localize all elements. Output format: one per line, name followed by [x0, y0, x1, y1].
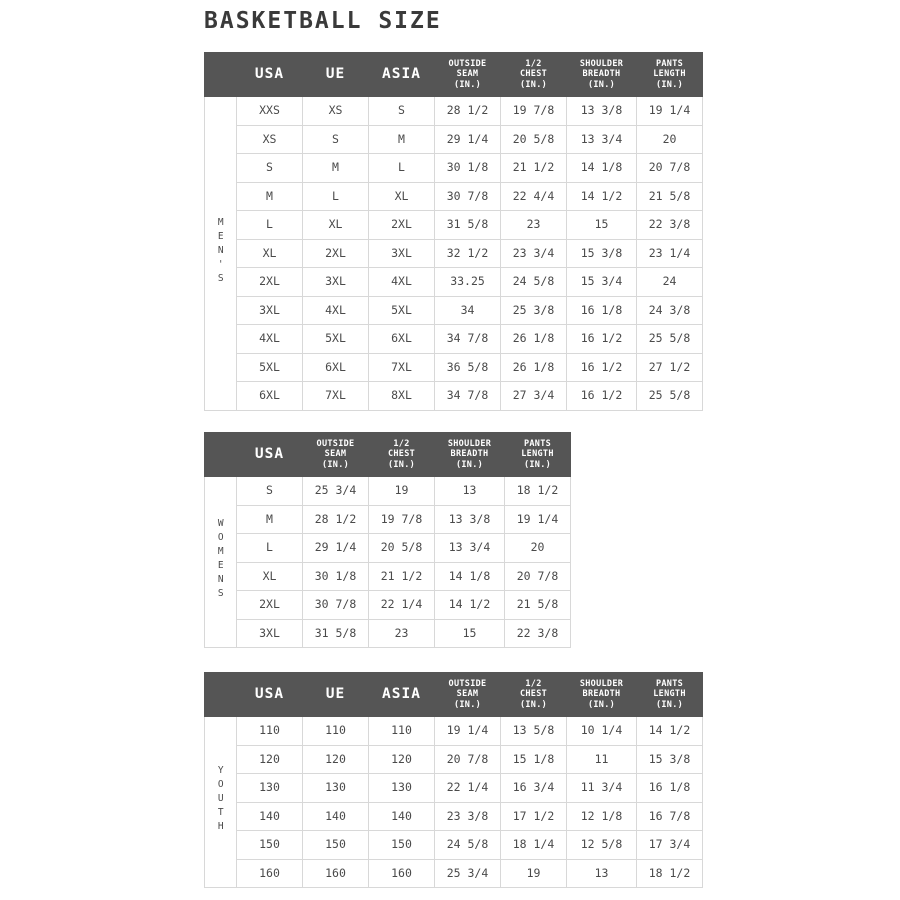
cell-ue: S: [303, 125, 369, 154]
cell-pants-length: 20: [505, 534, 571, 563]
cell-ue: 140: [303, 802, 369, 831]
table-row: [205, 745, 703, 774]
cell-outside-seam: 29 1/4: [303, 534, 369, 563]
cell-ue: XS: [303, 97, 369, 126]
cell-pants-length: 20: [637, 125, 703, 154]
cell-shoulder-breadth: 15 3/4: [567, 268, 637, 297]
cell-usa: S: [237, 477, 303, 506]
cell-half-chest: 13 5/8: [501, 717, 567, 746]
row-label-womens-text: WOMENS: [215, 518, 227, 603]
header-corner: [205, 53, 237, 97]
cell-half-chest: 23: [369, 619, 435, 648]
cell-pants-length: 17 3/4: [637, 831, 703, 860]
cell-shoulder-breadth: 13: [567, 859, 637, 888]
table-row: [205, 97, 703, 126]
cell-half-chest: 20 5/8: [501, 125, 567, 154]
table-row: [205, 477, 571, 506]
cell-outside-seam: 22 1/4: [435, 774, 501, 803]
cell-pants-length: 18 1/2: [637, 859, 703, 888]
cell-shoulder-breadth: 13 3/8: [435, 505, 505, 534]
cell-pants-length: 22 3/8: [637, 211, 703, 240]
cell-usa: 2XL: [237, 591, 303, 620]
header-outside-seam: OUTSIDE SEAM (IN.): [435, 53, 501, 97]
youth-size-table-wrapper: [204, 672, 703, 888]
table-row: [205, 154, 703, 183]
cell-usa: 120: [237, 745, 303, 774]
cell-half-chest: 19: [501, 859, 567, 888]
cell-shoulder-breadth: 13 3/8: [567, 97, 637, 126]
cell-outside-seam: 25 3/4: [435, 859, 501, 888]
cell-pants-length: 15 3/8: [637, 745, 703, 774]
header-usa-label: USA: [254, 446, 285, 463]
cell-asia: 150: [369, 831, 435, 860]
cell-pants-length: 23 1/4: [637, 239, 703, 268]
cell-outside-seam: 30 1/8: [435, 154, 501, 183]
cell-pants-length: 22 3/8: [505, 619, 571, 648]
cell-usa: 140: [237, 802, 303, 831]
cell-half-chest: 27 3/4: [501, 382, 567, 411]
cell-usa: M: [237, 182, 303, 211]
cell-half-chest: 21 1/2: [501, 154, 567, 183]
header-pants-length: PANTS LENGTH (IN.): [505, 433, 571, 477]
header-usa-label: USA: [254, 686, 285, 703]
cell-shoulder-breadth: 11 3/4: [567, 774, 637, 803]
cell-outside-seam: 20 7/8: [435, 745, 501, 774]
cell-half-chest: 21 1/2: [369, 562, 435, 591]
cell-asia: 120: [369, 745, 435, 774]
cell-outside-seam: 28 1/2: [435, 97, 501, 126]
table-row: [205, 619, 571, 648]
cell-usa: L: [237, 211, 303, 240]
cell-ue: 150: [303, 831, 369, 860]
header-shoulder-breadth: SHOULDER BREADTH (IN.): [567, 53, 637, 97]
cell-outside-seam: 34: [435, 296, 501, 325]
cell-shoulder-breadth: 13: [435, 477, 505, 506]
cell-shoulder-breadth: 12 5/8: [567, 831, 637, 860]
cell-shoulder-breadth: 15: [435, 619, 505, 648]
cell-half-chest: 16 3/4: [501, 774, 567, 803]
cell-asia: 130: [369, 774, 435, 803]
header-asia: [369, 53, 435, 97]
table-header-row: [205, 433, 571, 477]
cell-half-chest: 19 7/8: [369, 505, 435, 534]
table-header-row: [205, 53, 703, 97]
header-asia: [369, 673, 435, 717]
header-ue-label: UE: [325, 686, 346, 703]
cell-shoulder-breadth: 16 1/2: [567, 382, 637, 411]
cell-usa: S: [237, 154, 303, 183]
cell-half-chest: 17 1/2: [501, 802, 567, 831]
cell-ue: 7XL: [303, 382, 369, 411]
cell-pants-length: 20 7/8: [505, 562, 571, 591]
header-outside-seam: OUTSIDE SEAM (IN.): [303, 433, 369, 477]
cell-ue: 120: [303, 745, 369, 774]
cell-ue: XL: [303, 211, 369, 240]
mens-size-table: [204, 52, 703, 411]
cell-pants-length: 25 5/8: [637, 325, 703, 354]
cell-asia: 6XL: [369, 325, 435, 354]
cell-usa: 3XL: [237, 296, 303, 325]
cell-asia: 140: [369, 802, 435, 831]
cell-ue: M: [303, 154, 369, 183]
cell-outside-seam: 24 5/8: [435, 831, 501, 860]
cell-shoulder-breadth: 14 1/2: [435, 591, 505, 620]
table-row: [205, 211, 703, 240]
cell-half-chest: 15 1/8: [501, 745, 567, 774]
header-ue: [303, 53, 369, 97]
cell-half-chest: 23 3/4: [501, 239, 567, 268]
row-label-youth: [205, 717, 237, 888]
table-row: [205, 774, 703, 803]
row-label-youth-text: YOUTH: [215, 765, 227, 836]
cell-outside-seam: 19 1/4: [435, 717, 501, 746]
cell-ue: 3XL: [303, 268, 369, 297]
cell-usa: L: [237, 534, 303, 563]
cell-asia: 160: [369, 859, 435, 888]
header-usa: [237, 53, 303, 97]
cell-asia: 4XL: [369, 268, 435, 297]
cell-ue: L: [303, 182, 369, 211]
cell-usa: M: [237, 505, 303, 534]
cell-pants-length: 14 1/2: [637, 717, 703, 746]
cell-pants-length: 16 7/8: [637, 802, 703, 831]
cell-pants-length: 24 3/8: [637, 296, 703, 325]
header-usa-label: USA: [254, 66, 285, 83]
cell-asia: 110: [369, 717, 435, 746]
mens-size-table-wrapper: [204, 52, 703, 411]
header-asia-label: ASIA: [382, 686, 421, 703]
cell-outside-seam: 33.25: [435, 268, 501, 297]
cell-usa: XS: [237, 125, 303, 154]
cell-half-chest: 22 1/4: [369, 591, 435, 620]
cell-usa: 110: [237, 717, 303, 746]
cell-pants-length: 19 1/4: [505, 505, 571, 534]
youth-size-table: [204, 672, 703, 888]
table-row: [205, 182, 703, 211]
cell-shoulder-breadth: 14 1/2: [567, 182, 637, 211]
cell-ue: 110: [303, 717, 369, 746]
cell-ue: 2XL: [303, 239, 369, 268]
cell-shoulder-breadth: 14 1/8: [567, 154, 637, 183]
table-row: [205, 802, 703, 831]
cell-half-chest: 22 4/4: [501, 182, 567, 211]
cell-asia: 2XL: [369, 211, 435, 240]
cell-asia: XL: [369, 182, 435, 211]
cell-half-chest: 26 1/8: [501, 353, 567, 382]
table-row: [205, 534, 571, 563]
cell-half-chest: 25 3/8: [501, 296, 567, 325]
cell-pants-length: 27 1/2: [637, 353, 703, 382]
cell-half-chest: 19: [369, 477, 435, 506]
table-row: [205, 831, 703, 860]
cell-usa: 160: [237, 859, 303, 888]
cell-outside-seam: 30 7/8: [435, 182, 501, 211]
row-label-mens-text: MEN'S: [215, 216, 227, 287]
cell-ue: 160: [303, 859, 369, 888]
table-row: [205, 382, 703, 411]
cell-asia: M: [369, 125, 435, 154]
header-ue-label: UE: [325, 66, 346, 83]
table-row: [205, 717, 703, 746]
cell-outside-seam: 31 5/8: [435, 211, 501, 240]
table-row: [205, 125, 703, 154]
cell-outside-seam: 25 3/4: [303, 477, 369, 506]
header-usa: [237, 673, 303, 717]
womens-size-table-wrapper: [204, 432, 571, 648]
table-row: [205, 353, 703, 382]
cell-usa: XL: [237, 562, 303, 591]
womens-size-table: [204, 432, 571, 648]
header-usa: [237, 433, 303, 477]
cell-asia: S: [369, 97, 435, 126]
header-pants-length: PANTS LENGTH (IN.): [637, 673, 703, 717]
cell-ue: 4XL: [303, 296, 369, 325]
cell-asia: 8XL: [369, 382, 435, 411]
page-title: BASKETBALL SIZE: [204, 8, 442, 34]
cell-half-chest: 18 1/4: [501, 831, 567, 860]
header-pants-length: PANTS LENGTH (IN.): [637, 53, 703, 97]
cell-pants-length: 20 7/8: [637, 154, 703, 183]
table-row: [205, 591, 571, 620]
cell-usa: 2XL: [237, 268, 303, 297]
cell-shoulder-breadth: 13 3/4: [435, 534, 505, 563]
cell-usa: 3XL: [237, 619, 303, 648]
cell-ue: 5XL: [303, 325, 369, 354]
cell-shoulder-breadth: 13 3/4: [567, 125, 637, 154]
cell-pants-length: 25 5/8: [637, 382, 703, 411]
cell-ue: 6XL: [303, 353, 369, 382]
cell-asia: 7XL: [369, 353, 435, 382]
cell-pants-length: 24: [637, 268, 703, 297]
header-shoulder-breadth: SHOULDER BREADTH (IN.): [567, 673, 637, 717]
cell-outside-seam: 28 1/2: [303, 505, 369, 534]
cell-outside-seam: 34 7/8: [435, 382, 501, 411]
cell-usa: 130: [237, 774, 303, 803]
cell-usa: 150: [237, 831, 303, 860]
cell-pants-length: 21 5/8: [505, 591, 571, 620]
table-row: [205, 325, 703, 354]
header-shoulder-breadth: SHOULDER BREADTH (IN.): [435, 433, 505, 477]
header-corner: [205, 673, 237, 717]
cell-outside-seam: 29 1/4: [435, 125, 501, 154]
cell-usa: XXS: [237, 97, 303, 126]
cell-pants-length: 21 5/8: [637, 182, 703, 211]
cell-usa: 4XL: [237, 325, 303, 354]
row-label-womens: [205, 477, 237, 648]
table-row: [205, 268, 703, 297]
cell-half-chest: 26 1/8: [501, 325, 567, 354]
header-asia-label: ASIA: [382, 66, 421, 83]
cell-outside-seam: 32 1/2: [435, 239, 501, 268]
cell-shoulder-breadth: 10 1/4: [567, 717, 637, 746]
cell-shoulder-breadth: 15: [567, 211, 637, 240]
cell-outside-seam: 36 5/8: [435, 353, 501, 382]
cell-outside-seam: 34 7/8: [435, 325, 501, 354]
cell-asia: 3XL: [369, 239, 435, 268]
cell-ue: 130: [303, 774, 369, 803]
table-header-row: [205, 673, 703, 717]
header-half-chest: 1/2 CHEST (IN.): [369, 433, 435, 477]
cell-outside-seam: 23 3/8: [435, 802, 501, 831]
table-row: [205, 562, 571, 591]
table-row: [205, 239, 703, 268]
cell-pants-length: 19 1/4: [637, 97, 703, 126]
cell-outside-seam: 31 5/8: [303, 619, 369, 648]
cell-pants-length: 16 1/8: [637, 774, 703, 803]
cell-shoulder-breadth: 16 1/8: [567, 296, 637, 325]
row-label-mens: [205, 97, 237, 411]
cell-half-chest: 20 5/8: [369, 534, 435, 563]
cell-usa: 6XL: [237, 382, 303, 411]
header-half-chest: 1/2 CHEST (IN.): [501, 673, 567, 717]
cell-pants-length: 18 1/2: [505, 477, 571, 506]
table-row: [205, 859, 703, 888]
table-row: [205, 505, 571, 534]
cell-outside-seam: 30 7/8: [303, 591, 369, 620]
cell-shoulder-breadth: 11: [567, 745, 637, 774]
cell-usa: XL: [237, 239, 303, 268]
cell-asia: 5XL: [369, 296, 435, 325]
cell-half-chest: 24 5/8: [501, 268, 567, 297]
header-outside-seam: OUTSIDE SEAM (IN.): [435, 673, 501, 717]
cell-shoulder-breadth: 14 1/8: [435, 562, 505, 591]
cell-outside-seam: 30 1/8: [303, 562, 369, 591]
cell-half-chest: 23: [501, 211, 567, 240]
cell-shoulder-breadth: 16 1/2: [567, 353, 637, 382]
cell-asia: L: [369, 154, 435, 183]
header-corner: [205, 433, 237, 477]
cell-shoulder-breadth: 12 1/8: [567, 802, 637, 831]
cell-usa: 5XL: [237, 353, 303, 382]
cell-half-chest: 19 7/8: [501, 97, 567, 126]
cell-shoulder-breadth: 16 1/2: [567, 325, 637, 354]
header-ue: [303, 673, 369, 717]
cell-shoulder-breadth: 15 3/8: [567, 239, 637, 268]
table-row: [205, 296, 703, 325]
header-half-chest: 1/2 CHEST (IN.): [501, 53, 567, 97]
